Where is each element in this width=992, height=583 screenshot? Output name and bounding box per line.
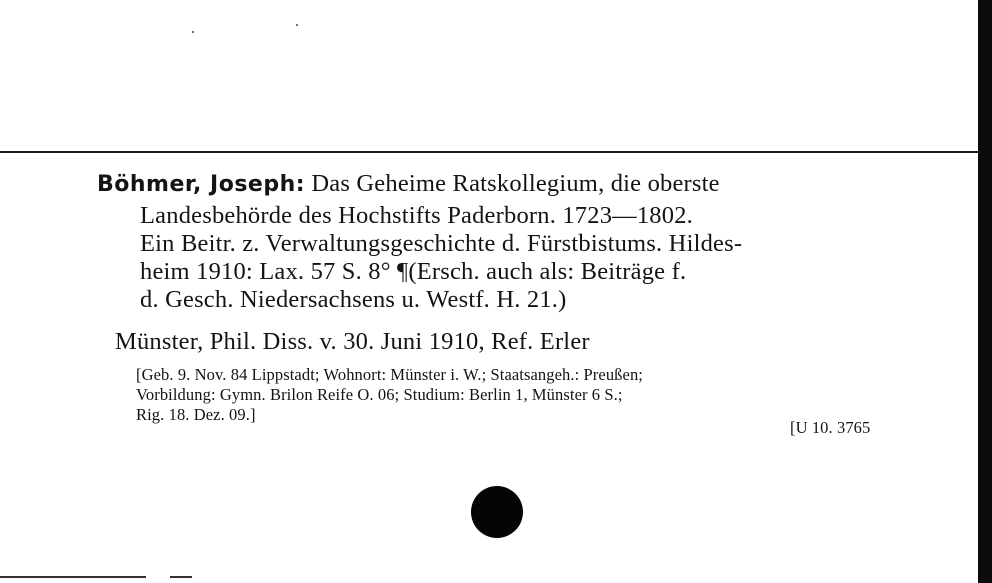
entry-line-4: heim 1910: Lax. 57 S. 8° ¶(Ersch. auch als: Beiträge f. bbox=[140, 258, 687, 285]
speck bbox=[296, 24, 298, 26]
entry-line-3: Ein Beitr. z. Verwaltungsgeschichte d. Fürstbistums. Hildes- bbox=[140, 230, 743, 257]
bottom-rule-mark bbox=[170, 576, 192, 578]
shelfmark: [U 10. 3765 bbox=[790, 418, 871, 437]
dissertation-note: Münster, Phil. Diss. v. 30. Juni 1910, Ref. Erler bbox=[115, 328, 590, 355]
author-name: Böhmer, Joseph: bbox=[97, 172, 306, 197]
bio-line-2: Vorbildung: Gymn. Brilon Reife O. 06; Studium: Berlin 1, Münster 6 S.; bbox=[136, 385, 623, 404]
punch-hole bbox=[471, 486, 523, 538]
bio-line-3: Rig. 18. Dez. 09.] bbox=[136, 405, 256, 424]
card-edge bbox=[978, 0, 992, 583]
entry-line-5: d. Gesch. Niedersachsens u. Westf. H. 21.) bbox=[140, 286, 567, 313]
speck bbox=[192, 31, 194, 33]
entry-line-2: Landesbehörde des Hochstifts Paderborn. 1723—1802. bbox=[140, 202, 693, 229]
bottom-rule bbox=[0, 576, 146, 578]
bio-line-1: [Geb. 9. Nov. 84 Lippstadt; Wohnort: Münster i. W.; Staatsangeh.: Preußen; bbox=[136, 365, 643, 384]
top-rule bbox=[0, 151, 980, 153]
title-text: Das Geheime Ratskollegium, die oberste bbox=[311, 170, 720, 197]
entry-line-1 bbox=[97, 170, 720, 198]
